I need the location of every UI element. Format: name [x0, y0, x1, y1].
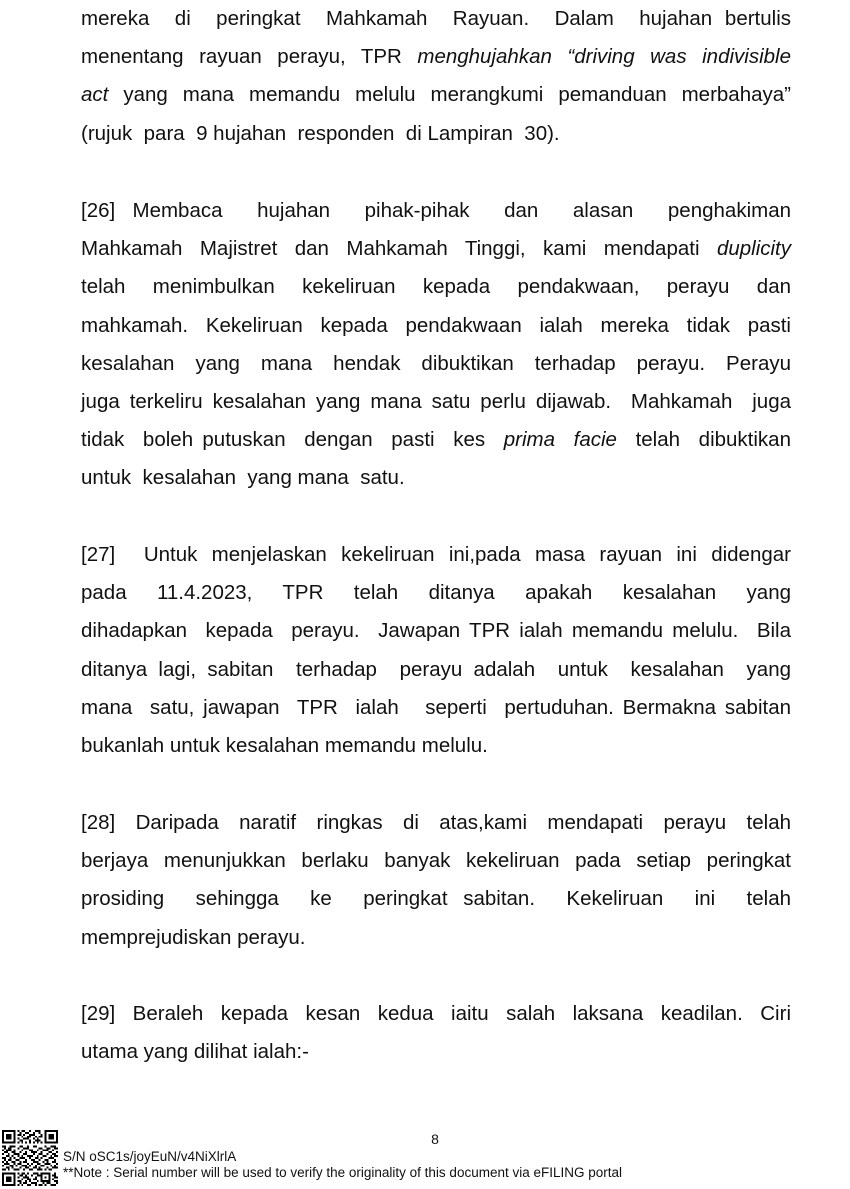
text-segment: mereka di peringkat Mahkamah Rayuan. Dalam hujahan bertulis — [81, 7, 791, 30]
text-line — [81, 651, 791, 689]
text-line — [81, 230, 791, 268]
text-segment: untuk kesalahan yang mana satu. — [81, 466, 405, 490]
text-line — [81, 345, 791, 383]
text-line — [81, 574, 791, 612]
text-segment: prosiding sehingga ke peringkat sabitan. Kekeliruan ini telah — [81, 887, 791, 911]
italic-text-segment: menghujahkan “driving was indivisible — [417, 45, 791, 69]
text-segment: [29] Beraleh kepada kesan kedua iaitu salah laksana keadilan. Ciri — [81, 1002, 791, 1025]
verification-note: **Note : Serial number will be used to verify the originality of this document via eFILING portal — [63, 1165, 623, 1180]
text-segment: kesalahan yang mana hendak dibuktikan terhadap perayu. Perayu — [81, 351, 791, 375]
text-segment: dihadapkan kepada perayu. Jawapan TPR ialah memandu melulu. Bila — [81, 619, 791, 643]
text-line — [81, 76, 791, 114]
page-number: 8 — [431, 1131, 439, 1147]
text-segment: telah menimbulkan kekeliruan kepada pendakwaan, perayu dan — [81, 275, 791, 299]
text-segment: yang mana memandu melulu merangkumi pemanduan merbahaya” — [108, 83, 791, 107]
paragraph-29 — [81, 995, 791, 1071]
text-segment: [27] Untuk menjelaskan kekeliruan ini,pada masa rayuan ini didengar — [81, 543, 791, 566]
text-line — [81, 804, 791, 842]
paragraph-continuation — [81, 0, 791, 153]
text-line — [81, 115, 791, 153]
text-line — [81, 383, 791, 421]
text-line — [81, 459, 791, 497]
text-segment: Mahkamah Majistret dan Mahkamah Tinggi, kami mendapati — [81, 237, 717, 261]
text-line — [81, 192, 791, 230]
text-segment: mana satu, jawapan TPR ialah seperti pertuduhan. Bermakna sabitan — [81, 695, 791, 719]
text-line — [81, 38, 791, 76]
serial-number: S/N oSC1s/joyEuN/v4NiXlrlA — [63, 1149, 237, 1164]
italic-text-segment: duplicity — [716, 237, 791, 261]
text-line — [81, 268, 791, 306]
text-line — [81, 421, 791, 459]
text-line — [81, 727, 791, 765]
text-line — [81, 689, 791, 727]
text-segment: [26] Membaca hujahan pihak-pihak dan alasan penghakiman — [81, 199, 791, 222]
text-line — [81, 1033, 791, 1071]
text-line — [81, 536, 791, 574]
text-line — [81, 307, 791, 345]
text-line — [81, 995, 791, 1033]
text-segment: tidak boleh putuskan dengan pasti kes — [81, 428, 504, 452]
text-segment: pada 11.4.2023, TPR telah ditanya apakah kesalahan yang — [81, 581, 791, 605]
text-segment: bukanlah untuk kesalahan memandu melulu. — [81, 734, 488, 758]
paragraph-26 — [81, 192, 791, 498]
text-segment: ditanya lagi, sabitan terhadap perayu adalah untuk kesalahan yang — [81, 657, 791, 681]
qr-code-icon — [2, 1130, 58, 1186]
text-segment: mahkamah. Kekeliruan kepada pendakwaan ialah mereka tidak pasti — [81, 313, 791, 337]
text-segment: telah dibuktikan — [616, 428, 791, 452]
paragraph-27 — [81, 536, 791, 765]
text-segment: (rujuk para 9 hujahan responden di Lampiran 30). — [81, 121, 560, 145]
text-segment: memprejudiskan perayu. — [81, 925, 306, 949]
italic-text-segment: prima facie — [503, 428, 617, 452]
text-segment: utama yang dilihat ialah:- — [81, 1040, 309, 1064]
text-segment: menentang rayuan perayu, TPR — [81, 45, 418, 69]
paragraph-28 — [81, 804, 791, 957]
text-segment: berjaya menunjukkan berlaku banyak kekeliruan pada setiap peringkat — [81, 849, 791, 873]
text-segment: [28] Daripada naratif ringkas di atas,kami mendapati perayu telah — [81, 811, 791, 834]
text-segment: juga terkeliru kesalahan yang mana satu perlu dijawab. Mahkamah juga — [81, 390, 791, 414]
text-line — [81, 612, 791, 650]
text-line — [81, 842, 791, 880]
text-line — [81, 880, 791, 918]
italic-text-segment: act — [81, 83, 109, 107]
text-line — [81, 0, 791, 38]
text-line — [81, 919, 791, 957]
